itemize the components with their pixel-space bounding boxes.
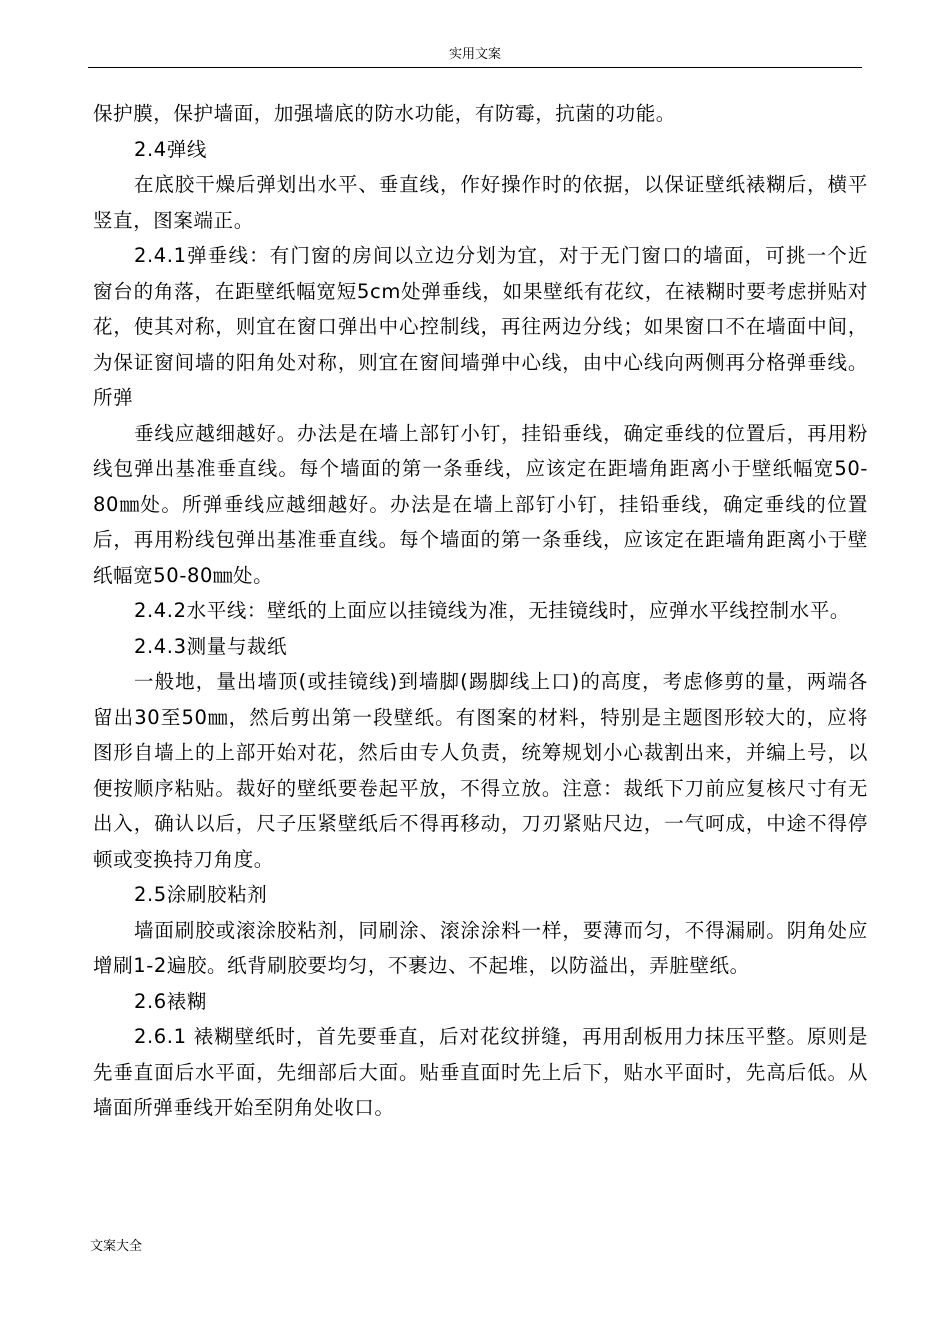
section-heading: 2.5涂刷胶粘剂 [134, 883, 268, 906]
paragraph: 保护膜，保护墙面，加强墙底的防水功能，有防霉，抗菌的功能。 [93, 102, 676, 125]
section-heading: 2.6裱糊 [134, 989, 208, 1013]
paragraph: 墙面刷胶或滚涂胶粘剂，同刷涂、滚涂涂料一样，要薄而匀，不得漏刷。阴角处应增刷1-2遍胶。纸背刷胶要均匀，不裹边、不起堆，以防溢出，弄脏壁纸。 [93, 918, 868, 977]
paragraph: 一般地，量出墙顶(或挂镜线)到墙脚(踢脚线上口)的高度，考虑修剪的量，两端各留出30至50㎜，然后剪出第一段壁纸。有图案的材料，特别是主题图形较大的，应将图形自墙上的上部开始对花，然后由专人负责，统筹规划小心裁割出来，并编上号，以便按顺序粘贴。裁好的壁纸要卷起平放，不得立放。注意：裁纸下刀前应复核尺寸有无出入，确认以后，尺子压紧壁纸后不得再移动，刀刃紧贴尺边，一气呵成，中途不得停顿或变换持刀角度。 [93, 670, 868, 871]
paragraph: 垂线应越细越好。办法是在墙上部钉小钉，挂铅垂线，确定垂线的位置后，再用粉线包弹出基准垂直线。每个墙面的第一条垂线，应该定在距墙角距离小于壁纸幅宽50-80㎜处。所弹垂线应越细越好。办法是在墙上部钉小钉，挂铅垂线，确定垂线的位置后，再用粉线包弹出基准垂直线。每个墙面的第一条垂线，应该定在距墙角距离小于壁纸幅宽50-80㎜处。 [93, 421, 868, 587]
document-body [93, 96, 868, 1126]
paragraph: 在底胶干燥后弹划出水平、垂直线，作好操作时的依据，以保证壁纸裱糊后，横平竖直，图案端正。 [93, 173, 868, 232]
paragraph: 2.6.1 裱糊壁纸时，首先要垂直，后对花纹拼缝，再用刮板用力抹压平整。原则是先垂直面后水平面，先细部后大面。贴垂直面时先上后下，贴水平面时，先高后低。从墙面所弹垂线开始至阴角处收口。 [93, 1025, 868, 1119]
header-divider [88, 67, 862, 68]
page-footer: 文案大全 [90, 1239, 143, 1254]
paragraph: 2.4.1弹垂线：有门窗的房间以立边分划为宜，对于无门窗口的墙面，可挑一个近窗台的角落，在距壁纸幅宽短5cm处弹垂线，如果壁纸有花纹，在裱糊时要考虑拼贴对花，使其对称，则宜在窗口弹出中心控制线，再往两边分线；如果窗口不在墙面中间，为保证窗间墙的阳角处对称，则宜在窗间墙弹中心线，由中心线向两侧再分格弹垂线。所弹 [93, 244, 868, 409]
section-heading: 2.4.3测量与裁纸 [134, 634, 288, 658]
page-header: 实用文案 [448, 47, 501, 62]
section-heading: 2.4弹线 [134, 137, 208, 161]
paragraph: 2.4.2水平线：壁纸的上面应以挂镜线为准，无挂镜线时，应弹水平线控制水平。 [134, 599, 850, 622]
